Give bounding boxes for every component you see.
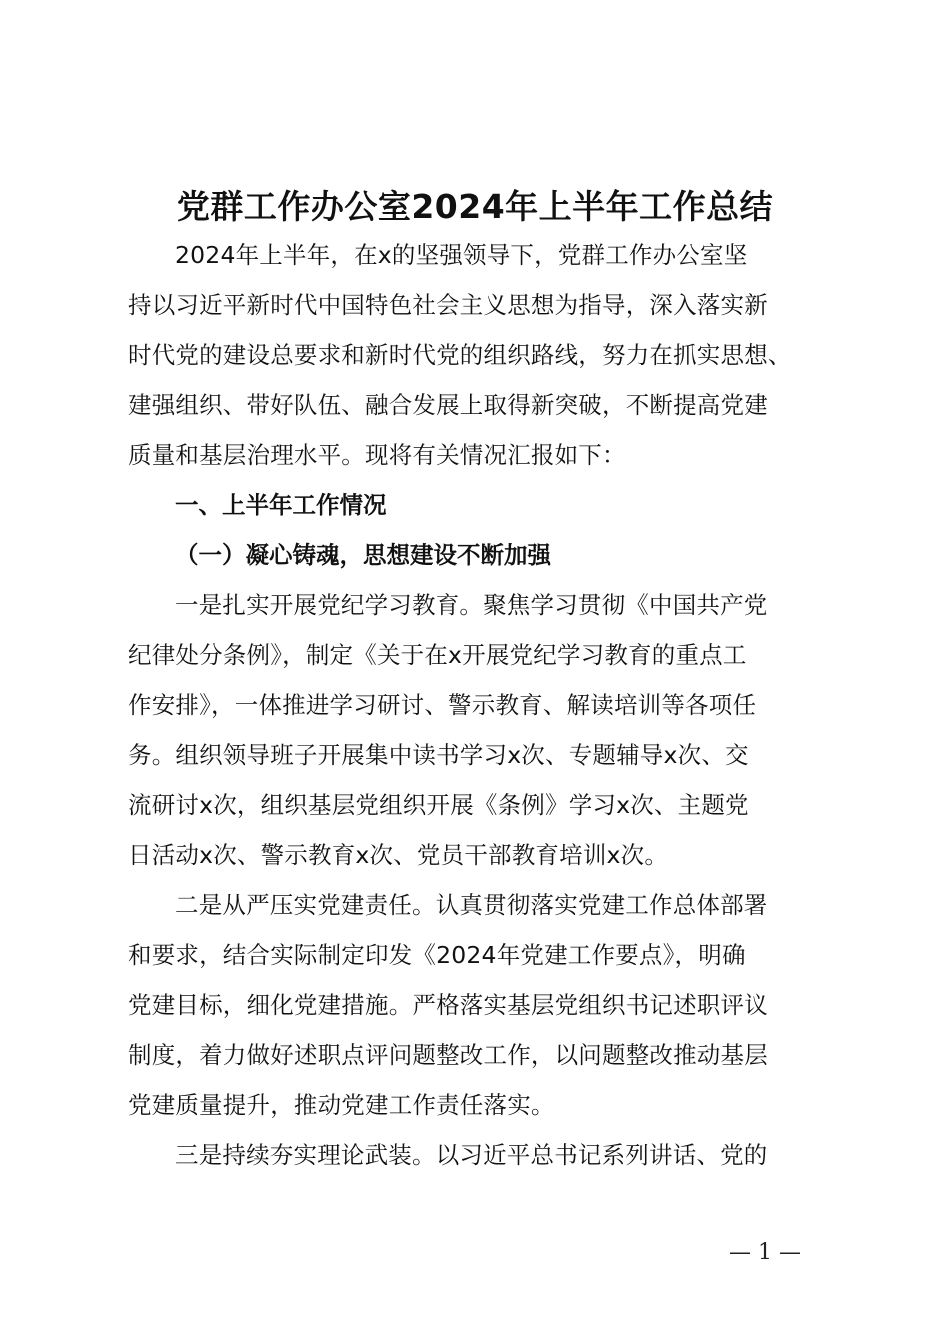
- paragraph-party-discipline: [128, 580, 840, 880]
- text-line: 日活动x次、警示教育x次、党员干部教育培训x次。: [128, 841, 669, 869]
- text-line: 三是持续夯实理论武装。以习近平总书记系列讲话、党的: [175, 1141, 768, 1169]
- text-line: 2024年上半年，在x的坚强领导下，党群工作办公室坚: [175, 241, 748, 269]
- text-line: 质量和基层治理水平。现将有关情况汇报如下：: [128, 441, 626, 469]
- text-line: 和要求，结合实际制定印发《2024年党建工作要点》，明确: [128, 941, 746, 969]
- intro-paragraph: [128, 230, 840, 480]
- subsection-heading: （一）凝心铸魂，思想建设不断加强: [175, 541, 551, 569]
- text-line: 纪律处分条例》，制定《关于在x开展党纪学习教育的重点工: [128, 641, 747, 669]
- text-line: 一是扎实开展党纪学习教育。聚焦学习贯彻《中国共产党: [175, 591, 768, 619]
- text-line: 建强组织、带好队伍、融合发展上取得新突破，不断提高党建: [128, 391, 768, 419]
- page-number: — 1 —: [729, 1240, 801, 1265]
- text-line: 时代党的建设总要求和新时代党的组织路线，努力在抓实思想、: [128, 341, 792, 369]
- text-line: 持以习近平新时代中国特色社会主义思想为指导，深入落实新: [128, 291, 768, 319]
- text-line: 党建目标，细化党建措施。严格落实基层党组织书记述职评议: [128, 991, 768, 1019]
- section-heading: 一、上半年工作情况: [175, 491, 387, 519]
- text-line: 务。组织领导班子开展集中读书学习x次、专题辅导x次、交: [128, 741, 749, 769]
- text-line: 二是从严压实党建责任。认真贯彻落实党建工作总体部署: [175, 891, 768, 919]
- text-line: 作安排》，一体推进学习研讨、警示教育、解读培训等各项任: [128, 691, 757, 719]
- text-line: 党建质量提升，推动党建工作责任落实。: [128, 1091, 555, 1119]
- text-line: 制度，着力做好述职点评问题整改工作，以问题整改推动基层: [128, 1041, 768, 1069]
- page-title: 党群工作办公室2024年上半年工作总结: [176, 187, 774, 226]
- paragraph-party-responsibility: [128, 880, 840, 1130]
- document-body: [128, 230, 840, 1180]
- paragraph-theory: [128, 1130, 840, 1180]
- text-line: 流研讨x次，组织基层党组织开展《条例》学习x次、主题党: [128, 791, 749, 819]
